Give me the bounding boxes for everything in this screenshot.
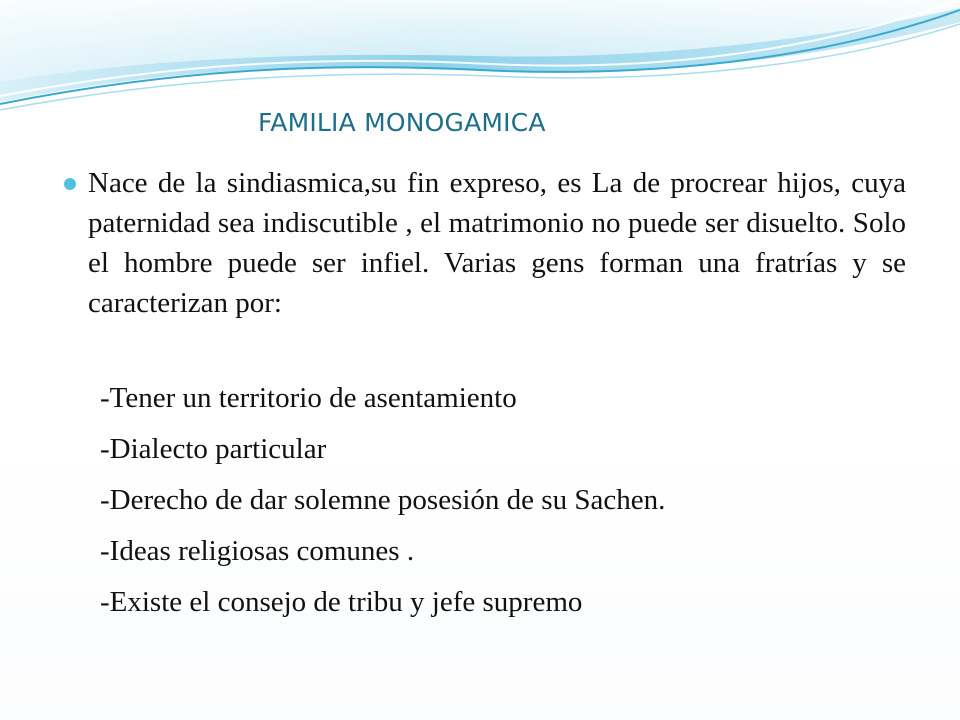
characteristics-list <box>100 378 665 633</box>
bullet-paragraph: Nace de la sindiasmica,su fin expreso, es La de procrear hijos, cuya paternidad sea indiscutible , el matrimonio no puede ser disuelto. Solo el hombre puede ser infiel. Varias gens forman una fratrías y se caracterizan por: <box>88 167 906 319</box>
list-item: -Tener un territorio de asentamiento <box>100 382 517 414</box>
list-item: -Existe el consejo de tribu y jefe supremo <box>100 586 583 618</box>
list-item: -Derecho de dar solemne posesión de su Sachen. <box>100 484 666 516</box>
slide-title: FAMILIA MONOGAMICA <box>258 108 546 137</box>
bullet-dot-icon <box>64 178 76 190</box>
list-item: -Dialecto particular <box>100 433 327 465</box>
list-item: -Ideas religiosas comunes . <box>100 535 415 567</box>
